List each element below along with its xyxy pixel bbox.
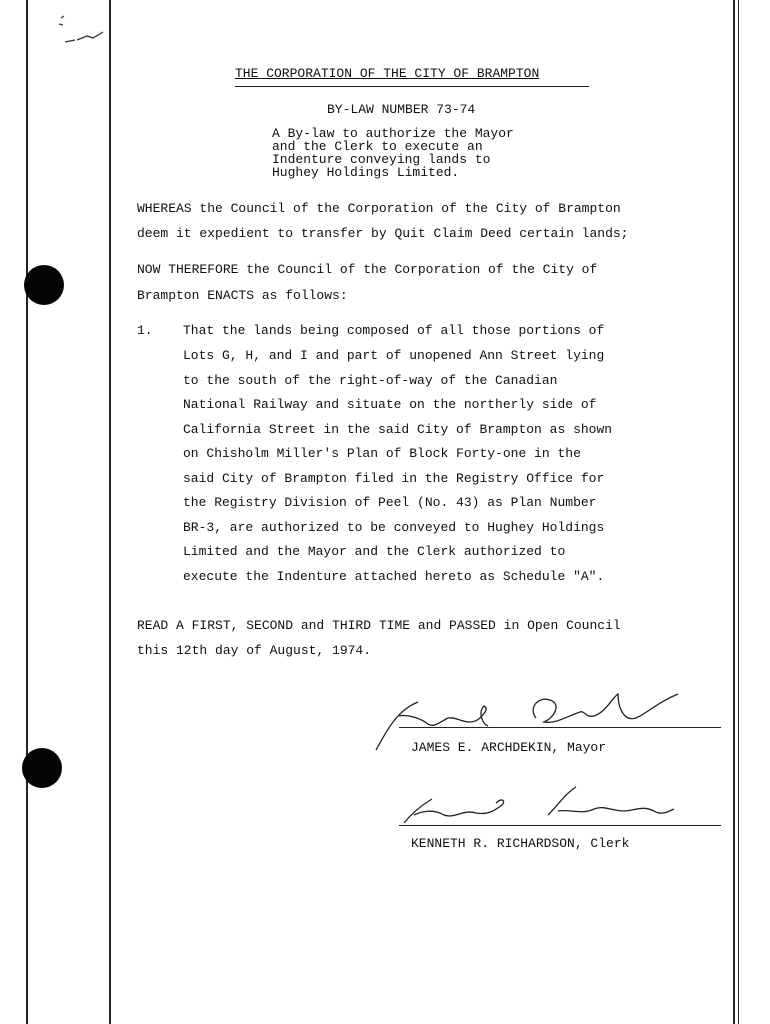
clause-line: Limited and the Mayor and the Clerk authorized to [183,544,566,559]
clause-number: 1. [137,323,153,338]
clause-line: the Registry Division of Peel (No. 43) as Plan Number [183,495,597,510]
clause-line: to the south of the right-of-way of the Canadian [183,373,558,388]
document-heading: THE CORPORATION OF THE CITY OF BRAMPTON [235,66,540,81]
clause-line: That the lands being composed of all those portions of [183,323,605,338]
clause-line: National Railway and situate on the northerly side of [183,397,597,412]
margin-line-inner [109,0,111,1024]
bylaw-number: BY-LAW NUMBER 73-74 [327,102,476,117]
purpose-line: Indenture conveying lands to [272,152,491,167]
clause-line: California Street in the said City of Brampton as shown [183,422,613,437]
margin-line-outer [26,0,28,1024]
clerk-signature [398,775,698,835]
scan-marks [55,10,115,50]
purpose-line: Hughey Holdings Limited. [272,165,460,180]
mayor-label: JAMES E. ARCHDEKIN, Mayor [411,740,607,755]
passage-line: this 12th day of August, 1974. [137,643,372,658]
enacting-line: NOW THEREFORE the Council of the Corporation of the City of [137,262,598,277]
purpose-line: A By-law to authorize the Mayor [272,126,514,141]
purpose-line: and the Clerk to execute an [272,139,483,154]
punch-hole-bottom [22,748,62,788]
clause-line: on Chisholm Miller's Plan of Block Forty-one in the [183,446,581,461]
heading-rule [235,86,589,87]
clause-line: execute the Indenture attached hereto as Schedule "A". [183,569,605,584]
mayor-signature-line [399,727,721,728]
whereas-line: deem it expedient to transfer by Quit Claim Deed certain lands; [137,226,629,241]
clause-line: BR-3, are authorized to be conveyed to Hughey Holdings [183,520,605,535]
whereas-line: WHEREAS the Council of the Corporation of the City of Brampton [137,201,621,216]
enacting-line: Brampton ENACTS as follows: [137,288,348,303]
clause-line: Lots G, H, and I and part of unopened Ann Street lying [183,348,605,363]
passage-line: READ A FIRST, SECOND and THIRD TIME and PASSED in Open Council [137,618,621,633]
clerk-label: KENNETH R. RICHARDSON, Clerk [411,836,630,851]
clerk-signature-line [399,825,721,826]
right-margin-line-2 [738,0,739,1024]
clause-line: said City of Brampton filed in the Registry Office for [183,471,605,486]
right-margin-line [733,0,735,1024]
punch-hole-top [24,265,64,305]
